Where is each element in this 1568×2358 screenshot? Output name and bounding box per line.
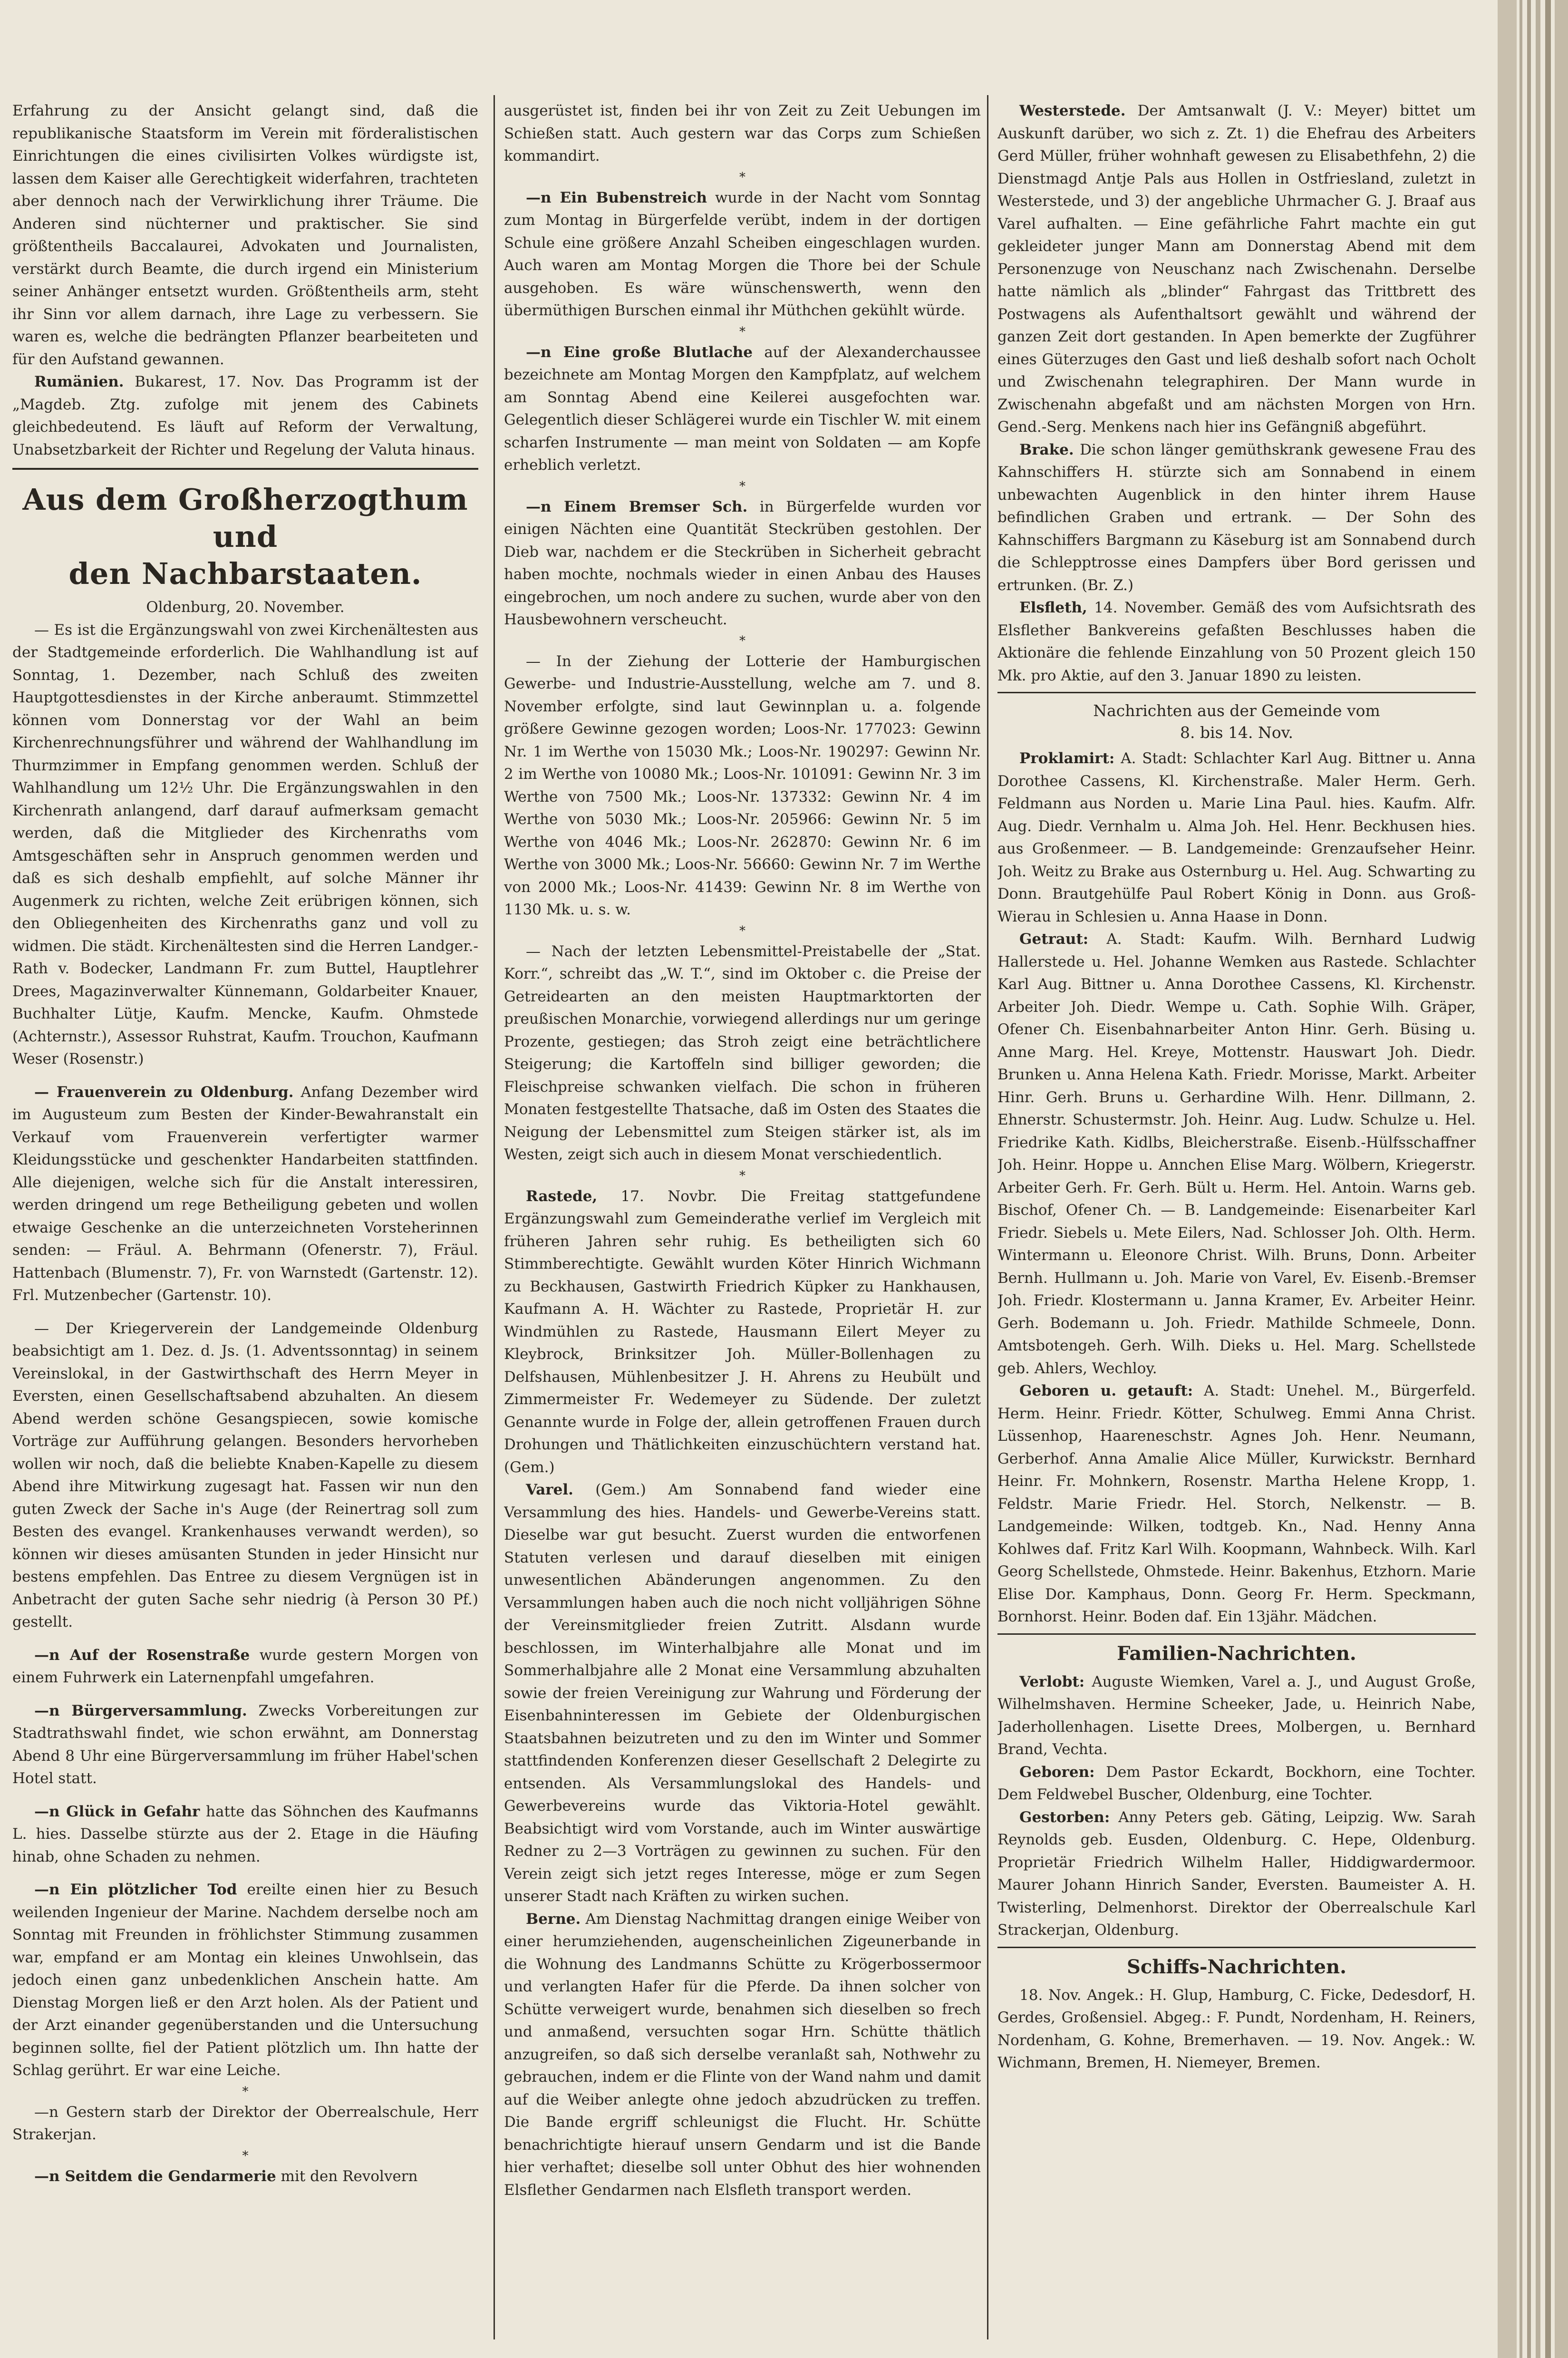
article-lead: —n Auf der Rosenstraße (34, 1646, 250, 1664)
section-rule (997, 1633, 1476, 1635)
article-paragraph (504, 496, 981, 631)
article-paragraph (997, 1380, 1476, 1629)
article-lead: Rastede, (526, 1187, 598, 1205)
article-lead: —n Ein plötzlicher Tod (34, 1881, 237, 1898)
article-text: A. Stadt: Schlachter Karl Aug. Bittner u. Anna Dorothee Cassens, Kl. Kirchenstraße. Maler Herm. Gerh. Feldmann aus Norden u. Marie Lina Paul. hies. Kaufm. Alfr. Aug. Diedr. Vernhalm u. Alma Joh. Hel. Henr. Beckhusen hies. aus Großenmeer. — B. Landgemeinde: Grenzaufseher Heinr. Joh. Weitz zu Brake aus Osternburg u. Hel. Aug. Schwarting zu Donn. Brautgehülfe Paul Robert König in Donn. aus Groß-Wierau in Schlesien u. Anna Haase in Donn. (997, 750, 1476, 925)
separator-star: * (739, 479, 745, 494)
section-heading (997, 700, 1476, 744)
article-lead: Westerstede. (1019, 102, 1126, 119)
article-text: wurde in der Nacht vom Sonntag zum Montag in Bürgerfelde verübt, indem in der dortigen Schule eine größere Anzahl Scheiben eingeschlagen wurden. Auch waren am Montag Morgen die Thore bei der Schule ausgehoben. Es wäre wünschenswerth, wenn den übermüthigen Burschen einmal ihr Müthchen gekühlt würde. (504, 189, 981, 319)
article-paragraph (504, 341, 981, 477)
article-paragraph (12, 2165, 478, 2188)
article-lead: —n Einem Bremser Sch. (526, 498, 748, 515)
page-edge (1520, 0, 1522, 2358)
article-paragraph (12, 371, 478, 461)
article-paragraph (504, 1479, 981, 1908)
article-paragraph (12, 1801, 478, 1869)
article-lead: —n Glück in Gefahr (34, 1803, 200, 1820)
article-text: wurde gestern Morgen von einem Fuhrwerk ein Laternenpfahl umgefahren. (12, 1646, 478, 1686)
spacer (12, 1790, 478, 1801)
article-lead: Elsfleth, (1019, 599, 1087, 616)
article-text: Bukarest, 17. Nov. Das Programm ist der „Magdeb. Ztg. zufolge mit jenem des Cabinets gleichbedeutend. Es läuft auf Reform der Verwaltung, Unabsetzbarkeit der Richter und Regelung der Valuta hinaus. (12, 373, 478, 458)
article-text: Anfang Dezember wird im Augusteum zum Besten der Kinder-Bewahranstalt ein Verkauf vom Frauenverein verfertigter warmer Kleidungsstücke und geschenkter Handarbeiten stattfinden. Alle diejenigen, welche sich für die Anstalt interessiren, werden dringend um rege Betheiligung gebeten und wollen etwaige Geschenke an die unterzeichneten Vorsteherinnen senden: — Fräul. A. Behrmann (Ofenerstr. 7), Fräul. Hattenbach (Blumenstr. 7), Fr. von Warnstedt (Gartenstr. 12). Frl. Mutzenbecher (Gartenstr. 10). (12, 1083, 478, 1304)
article-paragraph (997, 1671, 1476, 1761)
article-text: — Nach der letzten Lebensmittel-Preistabelle der „Stat. Korr.“, schreibt das „W. T.“, sind im Oktober c. die Preise der Getreidearten an den meisten Hauptmarktorten der preußischen Monarchie, vorwiegend allerdings nur um geringe Prozente, gestiegen; das Stroh zeigt eine beträchtlichere Steigerung; die Kartoffeln sind billiger geworden; die Fleischpreise schwanken vielfach. Die schon in früheren Monaten festgestellte Thatsache, daß im Osten des Staates die Neigung der Lebensmittel zum Steigen stärker ist, als im Westen, zeigt sich auch in diesem Monat verschiedentlich. (504, 942, 981, 1163)
separator-star: * (739, 1168, 745, 1183)
article-paragraph (997, 597, 1476, 687)
article-paragraph (12, 1700, 478, 1790)
article-text: Anny Peters geb. Gäting, Leipzig. Ww. Sarah Reynolds geb. Eusden, Oldenburg. C. Hepe, Oldenburg. Proprietär Friedrich Wilhelm Haller, Hiddigwardermoor. Maurer Johann Hinrich Sander, Eversten. Baumeister A. H. Twisterling, Delmenhorst. Direktor der Oberrealschule Karl Strackerjan, Oldenburg. (997, 1808, 1476, 1939)
article-lead: Proklamirt: (1019, 750, 1115, 767)
page-edge (1545, 0, 1551, 2358)
article-text: —n Gestern starb der Direktor der Oberrealschule, Herr Strakerjan. (12, 2103, 478, 2143)
separator-star: * (242, 2084, 249, 2099)
article-lead: — Frauenverein zu Oldenburg. (34, 1083, 294, 1101)
separator-star: * (242, 2148, 249, 2163)
page-edge (1555, 0, 1568, 2358)
section-heading: Schiffs-Nachrichten. (1126, 1955, 1347, 1978)
spacer (12, 1689, 478, 1700)
article-lead: Varel. (526, 1481, 573, 1498)
heading-line: den Nachbarstaaten. (68, 556, 422, 591)
article-paragraph (504, 187, 981, 322)
section-rule (12, 468, 478, 470)
article-paragraph (997, 1761, 1476, 1806)
section-rule (997, 692, 1476, 693)
article-text: ausgerüstet ist, finden bei ihr von Zeit zu Zeit Uebungen im Schießen statt. Auch gestern war das Corps zum Schießen kommandirt. (504, 102, 981, 165)
column-2 (504, 100, 981, 2335)
article-lead: Gestorben: (1019, 1808, 1110, 1826)
section-rule (997, 1947, 1476, 1948)
section-heading (12, 481, 478, 592)
article-paragraph (997, 1806, 1476, 1942)
article-text: 14. November. Gemäß des vom Aufsichtsrath des Elsflether Bankvereins gefaßten Beschlusses haben die Aktionäre die fehlende Einzahlung von 50 Prozent gleich 150 Mk. pro Aktie, auf den 3. Januar 1890 zu leisten. (997, 599, 1476, 684)
article-text: 17. Novbr. Die Freitag stattgefundene Ergänzungswahl zum Gemeinderathe verlief im Vergleich mit früheren Jahren sehr ruhig. Es betheiligten sich 60 Stimmberechtigte. Gewählt wurden Köter Hinrich Wichmann zu Beckhausen, Gastwirth Friedrich Küpker zu Hankhausen, Kaufmann A. H. Wächter zu Rastede, Proprietär H. zur Windmühlen zu Rastede, Hausmann Eilert Meyer zu Kleybrock, Brinksitzer Joh. Müller-Bollenhagen zu Delfshausen, Mühlenbesitzer J. H. Ahrens zu Heubült und Zimmermeister Fr. Wedemeyer zu Südende. Der zuletzt Genannte wurde in Folge der, allein getroffenen Frauen durch Drohungen und Thätlichkeiten einzuschüchtern verstand hat. (Gem.) (504, 1187, 981, 1476)
article-text: auf der Alexanderchaussee bezeichnete am Montag Morgen den Kampfplatz, auf welchem am Sonntag Abend eine Keilerei ausgefochten war. Gelegentlich dieser Schlägerei wurde ein Tischler W. mit einem scharfen Instrumente — man meint von Soldaten — am Kopfe erheblich verletzt. (504, 343, 981, 474)
article-text: Zwecks Vorbereitungen zur Stadtrathswahl findet, wie schon erwähnt, am Donnerstag Abend 8 Uhr eine Bürgerversammlung im früher Habel'schen Hotel statt. (12, 1702, 478, 1787)
article-text: — Der Kriegerverein der Landgemeinde Oldenburg beabsichtigt am 1. Dez. d. Js. (1. Adventssonntag) in seinem Vereinslokal, in der Gastwirthschaft des Herrn Meyer in Eversten, einen Gesellschaftsabend abzuhalten. An diesem Abend werden schöne Gesangspiecen, sowie komische Vorträge zur Aufführung gelangen. Besonders hervorheben wollen wir noch, daß die beliebte Knaben-Kapelle zu diesem Abend ihre Mitwirkung zugesagt hat. Fassen wir nun den guten Zweck der Sache in's Auge (der Reinertrag soll zum Besten des evangel. Krankenhauses verwandt werden), so können wir dieses amüsanten Stunden in jeder Hinsicht nur bestens empfehlen. Das Entree zu diesem Vergnügen ist in Anbetracht der guten Sache sehr niedrig (à Person 30 Pf.) gestellt. (12, 1320, 478, 1630)
article-text: Am Dienstag Nachmittag drangen einige Weiber von einer herumziehenden, augenscheinlichen Zigeunerbande in die Wohnung des Landmanns Schütte zu Krögerbossermoor und verlangten Hafer für die Pferde. Da ihnen solcher von Schütte verweigert wurde, benahmen sich dieselben so frech und anmaßend, versuchten sogar Hrn. Schütte thätlich anzugreifen, so daß sich derselbe veranlaßt sah, Nothwehr zu gebrauchen, indem er die Flinte von der Wand nahm und damit auf die Weiber anlegte ohne jedoch abzudrücken zu treffen. Die Bande ergriff schleunigst die Flucht. Hr. Schütte benachrichtigte hierauf unsern Gendarm und ist die Bande hier verhaftet; dieselbe soll unter Obhut des hier wohnenden Elsflether Gendarmen nach Elsfleth transport werden. (504, 1910, 981, 2199)
article-text: 18. Nov. Angek.: H. Glup, Hamburg, C. Ficke, Dedesdorf, H. Gerdes, Großensiel. Abgeg.: F. Pundt, Nordenham, H. Reiners, Nordenham, G. Kohne, Bremerhaven. — 19. Nov. Angek.: W. Wichmann, Bremen, H. Niemeyer, Bremen. (997, 1986, 1476, 2071)
heading-line: Aus dem Großherzogthum und (22, 482, 468, 554)
section-heading: Familien-Nachrichten. (1117, 1642, 1356, 1665)
article-lead: Geboren: (1019, 1763, 1095, 1781)
article-lead: —n Ein Bubenstreich (526, 189, 707, 206)
column-rule (987, 95, 988, 2339)
spacer (12, 1307, 478, 1318)
dateline: Oldenburg, 20. November. (146, 599, 345, 616)
separator-star: * (739, 170, 745, 184)
article-text: — In der Ziehung der Lotterie der Hamburgischen Gewerbe- und Industrie-Ausstellung, welche am 7. und 8. November erfolgte, sind laut Gewinnplan u. a. folgende größere Gewinne gezogen worden; Loos-Nr. 177023: Gewinn Nr. 1 im Werthe von 15030 Mk.; Loos-Nr. 190297: Gewinn Nr. 2 im Werthe von 10080 Mk.; Loos-Nr. 101091: Gewinn Nr. 3 im Werthe von 7500 Mk.; Loos-Nr. 137332: Gewinn Nr. 4 im Werthe von 5030 Mk.; Loos-Nr. 205966: Gewinn Nr. 5 im Werthe von 4046 Mk.; Loos-Nr. 262870: Gewinn Nr. 6 im Werthe von 3000 Mk.; Loos-Nr. 56660: Gewinn Nr. 7 im Werthe von 2000 Mk.; Loos-Nr. 41439: Gewinn Nr. 8 im Werthe von 1130 Mk. u. s. w. (504, 652, 981, 918)
article-lead: Geboren u. getauft: (1019, 1382, 1193, 1399)
article-text: Der Amtsanwalt (J. V.: Meyer) bittet um Auskunft darüber, wo sich z. Zt. 1) die Ehefrau des Arbeiters Gerd Müller, früher wohnhaft gewesen zu Elisabethfehn, 2) die Dienstmagd Antje Pals aus Hollen in Ostfriesland, zuletzt in Westerstede, und 3) der angebliche Uhrmacher G. J. Braaf aus Varel aufhalten. — Eine gefährliche Fahrt machte ein gut gekleideter junger Mann am Donnerstag Abend mit dem Personenzuge von Neuschanz nach Zwischenahn. Derselbe hatte nämlich als „blinder“ Fahrgast das Trittbrett des Postwagens als Aufenthaltsort gewählt und während der ganzen Zeit dort gestanden. In Apen bemerkte der Zugführer eines Güterzuges den Gast und ließ deshalb sofort nach Ocholt und Zwischenahn telegraphiren. Der Mann wurde in Zwischenahn abgefaßt und am nächsten Morgen von Hrn. Gend.-Serg. Menkens nach hier ins Gefängniß abgeführt. (997, 102, 1476, 436)
article-text: Die schon länger gemüthskrank gewesene Frau des Kahnschiffers H. stürzte sich am Sonnabend in einem unbewachten Augenblick in den hinter ihrem Hause befindlichen Graben und ertrank. — Der Sohn des Kahnschiffers Bargmann zu Käseburg ist am Sonnabend durch die Schlepptrosse eines Dampfers über Bord gerissen und ertrunken. (Br. Z.) (997, 441, 1476, 594)
page-edge (1527, 0, 1531, 2358)
spacer (12, 1634, 478, 1644)
article-text: A. Stadt: Kaufm. Wilh. Bernhard Ludwig Hallerstede u. Hel. Johanne Wemken aus Rastede. Schlachter Karl Aug. Bittner u. Anna Dorothee Cassens, Kl. Kirchenstr. Arbeiter Joh. Diedr. Wempe u. Cath. Sophie Wilh. Gräper, Ofener Ch. Eisenbahnarbeiter Anton Hinr. Gerh. Büsing u. Anne Marg. Hel. Kreye, Mottenstr. Hauswart Joh. Diedr. Brunken u. Anna Helena Kath. Friedr. Morisse, Markt. Arbeiter Hinr. Gerh. Bruns u. Gerhardine Wilh. Henr. Dillmann, 2. Ehnerstr. Schustermstr. Joh. Heinr. Aug. Ludw. Schulze u. Hel. Friedrike Kath. Kidlbs, Bleicherstraße. Eisenb.-Hülfsschaffner Joh. Heinr. Hoppe u. Annchen Elise Marg. Wölbern, Kriegerstr. Arbeiter Gerh. Fr. Gerh. Bült u. Herm. Hel. Antoin. Warns geb. Bischof, Ofener Ch. — B. Landgemeinde: Eisenarbeiter Karl Friedr. Siebels u. Mete Eilers, Nad. Schlosser Joh. Olth. Herm. Wintermann u. Eleonore Christ. Wilh. Bruns, Donn. Arbeiter Bernh. Hullmann u. Joh. Marie von Varel, Ev. Eisenb.-Bremser Joh. Friedr. Klostermann u. Janna Kramer, Ev. Arbeiter Heinr. Gerh. Bodemann u. Joh. Friedr. Mathilde Schmeele, Donn. Amtsbotengeh. Gerh. Wilh. Dieks u. Hel. Marg. Schellstede geb. Ahlers, Wechloy. (997, 931, 1476, 1377)
separator-star: * (739, 923, 745, 938)
page-edge (1498, 0, 1517, 2358)
spacer (12, 1071, 478, 1081)
article-text: Dem Pastor Eckardt, Bockhorn, eine Tochter. Dem Feldwebel Buscher, Oldenburg, eine Tochter. (997, 1763, 1476, 1803)
article-text: ereilte einen hier zu Besuch weilenden Ingenieur der Marine. Nachdem derselbe noch am Sonntag mit Freunden in fröhlichster Stimmung zusammen war, empfand er am Montag ein kleines Unwohlsein, das jedoch einen ganz unbedenklichen Anschein hatte. Am Dienstag Morgen ließ er den Arzt holen. Als der Patient und der Arzt einander gegenüberstanden und die Untersuchung beginnen sollte, fiel der Patient plötzlich um. Ihn hatte der Schlag gerührt. Er war eine Leiche. (12, 1881, 478, 2079)
article-lead: Berne. (526, 1910, 581, 1928)
article-lead: —n Seitdem die Gendarmerie (34, 2167, 276, 2185)
article-lead: Verlobt: (1019, 1673, 1085, 1690)
article-text: hatte das Söhnchen des Kaufmanns L. hies. Dasselbe stürzte aus der 2. Etage in die Häufing hinab, ohne Schaden zu nehmen. (12, 1803, 478, 1865)
article-text: (Gem.) Am Sonnabend fand wieder eine Versammlung des hies. Handels- und Gewerbe-Vereins statt. Dieselbe war gut besucht. Zuerst wurden die entworfenen Statuten verlesen und darauf dieselben mit einigen unwesentlichen Abänderungen angenommen. Zu den Versammlungen haben auch die noch nicht volljährigen Söhne der Vereinsmitglieder freien Zutritt. Alsdann wurde beschlossen, im Winterhalbjahre alle Monat und im Sommerhalbjahre alle 2 Monat eine Versammlung abzuhalten sowie der freien Vereinigung zur Wahrung und Förderung der Eisenbahninteressen im Gebiete der Oldenburgischen Staatsbahnen beizutreten und zu den im Winter und Sommer stattfindenden Konferenzen dieser Gesellschaft 2 Delegirte zu entsenden. Als Versammlungslokal des Handels- und Gewerbevereins wurde das Viktoria-Hotel gewählt. Beabsichtigt wird vom Vorstande, auch im Winter auswärtige Redner zu 2—3 Vorträgen zu gewinnen zu suchen. Für den Verein zeigt sich jetzt reges Interesse, möge er zum Segen unserer Stadt nach Kräften zu wirken suchen. (504, 1481, 981, 1905)
article-paragraph (997, 100, 1476, 439)
article-lead: —n Bürgerversammlung. (34, 1702, 247, 1719)
column-1 (12, 100, 478, 2335)
article-paragraph (997, 747, 1476, 928)
article-lead: Rumänien. (34, 373, 124, 390)
article-paragraph (12, 1644, 478, 1689)
separator-star: * (739, 324, 745, 339)
article-text: Erfahrung zu der Ansicht gelangt sind, daß die republikanische Staatsform im Verein mit förderalistischen Einrichtungen die eines civilisirten Volkes würdigste ist, lassen dem Kaiser alle Gerechtigkeit widerfahren, trachteten aber dennoch nach der Verwirklichung ihrer Träume. Die Anderen sind nüchterner und praktischer. Sie sind größtentheils Baccalaurei, Advokaten und Journalisten, verstärkt durch Beamte, die durch irgend ein Ministerium seiner Anhänger entsetzt wurden. Größtentheils arm, steht ihr Sinn vor allem darnach, ihre Lage zu verbessern. Sie waren es, welche die bedrängten Pflanzer bearbeiteten und für den Aufstand gewannen. (12, 102, 478, 368)
column-3 (997, 100, 1476, 2335)
article-paragraph (997, 439, 1476, 597)
separator-star: * (739, 633, 745, 648)
heading-line: Nachrichten aus der Gemeinde vom (1093, 701, 1380, 720)
article-paragraph (12, 1081, 478, 1307)
article-text: A. Stadt: Unehel. M., Bürgerfeld. Herm. Heinr. Friedr. Kötter, Schulweg. Emmi Anna Christ. Lüssenhop, Haareneschstr. Agnes Joh. Henr. Neumann, Gerberhof. Anna Amalie Alice Müller, Kurwickstr. Bernhard Heinr. Fr. Mohnkern, Rosenstr. Martha Helene Kropp, 1. Feldstr. Marie Friedr. Hel. Storch, Nelkenstr. — B. Landgemeinde: Wilken, todtgeb. Kn., Nad. Henny Anna Kohlwes daf. Fritz Karl Wilh. Koopmann, Wahnbeck. Wilh. Karl Georg Schellstede, Ohmstede. Heinr. Bakenhus, Etzhorn. Marie Elise Dor. Kamphaus, Donn. Georg Fr. Herm. Speckmann, Bornhorst. Heinr. Boden daf. Ein 13jähr. Mädchen. (997, 1382, 1476, 1625)
article-lead: —n Eine große Blutlache (526, 343, 753, 361)
article-text: Auguste Wiemken, Varel a. J., und August Große, Wilhelmshaven. Hermine Scheeker, Jade, u. Heinrich Nabe, Jaderhollenhagen. Lisette Drees, Molbergen, u. Bernhard Brand, Vechta. (997, 1673, 1476, 1758)
article-paragraph (12, 1879, 478, 2082)
heading-line: 8. bis 14. Nov. (1180, 723, 1293, 742)
spacer (12, 1868, 478, 1879)
article-paragraph (997, 928, 1476, 1380)
page-edge (1536, 0, 1540, 2358)
article-lead: Brake. (1019, 441, 1074, 458)
article-text: — Es ist die Ergänzungswahl von zwei Kirchenältesten aus der Stadtgemeinde erforderlich. Die Wahlhandlung ist auf Sonntag, 1. Dezember, nach Schluß des zweiten Hauptgottesdienstes in der Kirche anberaumt. Stimmzettel können vom Donnerstag vor der Wahl an beim Kirchenrechnungsführer und während der Wahlhandlung im Thurmzimmer in Empfang genommen werden. Schluß der Wahlhandlung um 12½ Uhr. Die Ergänzungswahlen in den Kirchenrath anlangend, darf darauf aufmerksam gemacht werden, daß die Mitglieder des Kirchenraths vom Amtsgeschäften sehr in Anspruch genommen werden und daß es sich deshalb empfiehlt, auf solche Männer ihr Augenmerk zu richten, welche Zeit erübrigen können, sich den Obliegenheiten des Kirchenraths ganz und voll zu widmen. Die städt. Kirchenältesten sind die Herren Landger.-Rath v. Bodecker, Landmann Fr. zum Buttel, Hauptlehrer Drees, Magazinverwalter Künnemann, Goldarbeiter Knauer, Buchhalter Lütje, Kaufm. Mencke, Kaufm. Ohmstede (Achternstr.), Assessor Ruhstrat, Kaufm. Trouchon, Kaufmann Weser (Rosenstr.) (12, 621, 478, 1067)
article-text: mit den Revolvern (276, 2167, 418, 2185)
article-lead: Getraut: (1019, 931, 1089, 948)
article-paragraph (504, 1185, 981, 1479)
column-rule (494, 95, 495, 2339)
article-paragraph (504, 1908, 981, 2202)
article-text: in Bürgerfelde wurden vor einigen Nächten eine Quantität Steckrüben gestohlen. Der Dieb war, nachdem er die Steckrüben in Sicherheit gebracht haben mochte, nochmals wieder in einen Anbau des Hauses eingebrochen, um noch andere zu suchen, wurde aber von den Hausbewohnern verscheucht. (504, 498, 981, 628)
